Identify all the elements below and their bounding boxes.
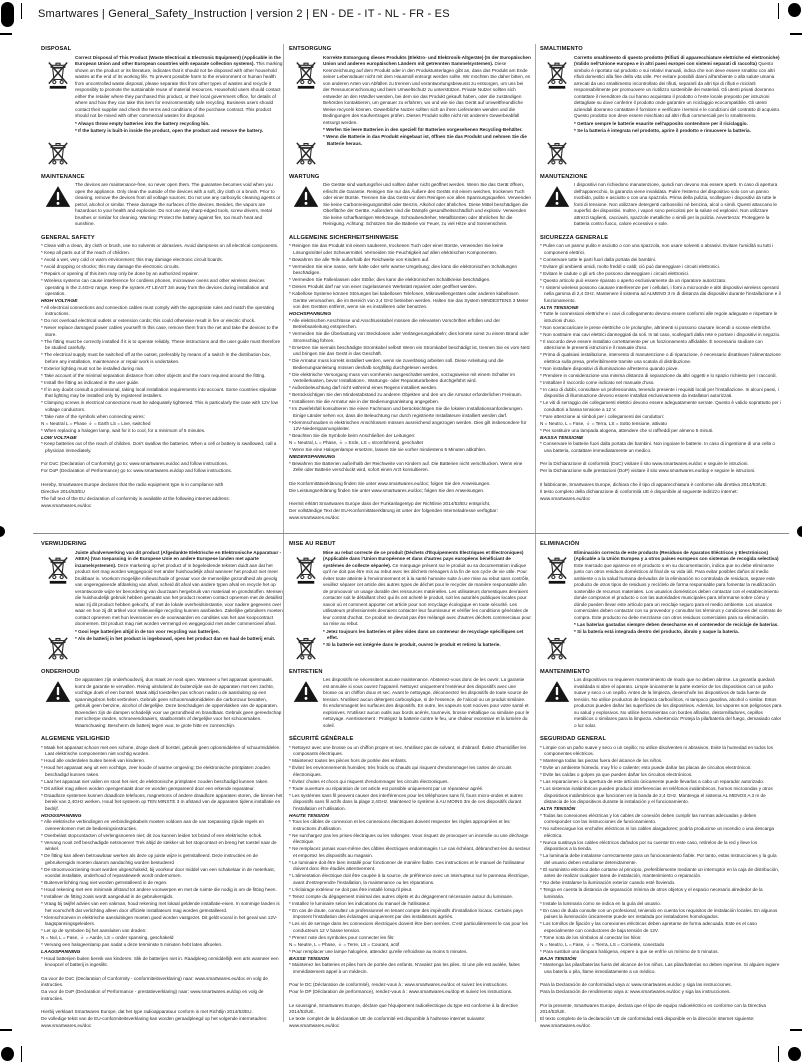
disposal-bullets: * Jetez toujours les batteries et piles vides dans un conteneur de recyclage spécifiques cet effet. * Si la batterie est intégrée dans le produit, ouvrez le produit et retirez la batterie. — [323, 628, 524, 647]
crop-mark — [778, 1046, 779, 1062]
maintenance-text: Die Geräte sind wartungsfrei und sollten daher nicht geöffnet werden. Wenn Sie das Gerät öffnen, erlischt die Garantie. Reinigen Sie nur das Äußere des Geräts mit einem weichen, trockenen Tuch oder einer Bürste. Trennen Sie das Gerät vor dem Reinigen von allen Spannungsquellen. Verwenden Sie keine Carbonreinigungsmittel oder Benzin, Alkohol oder ähnliches. Diese Mittel beschädigen die Oberfläche der Geräte. Außerdem sind die Dämpfe gesundheitsschädlich und explosiv. Verwenden Sie keine scharfkantigen Werkzeuge, Schraubendreher, Metallbürsten oder ähnliches für die Reinigung. Achtung: Schützen Sie die Batterie vor Feuer, zu viel Hitze und Sonnenschein. — [323, 182, 531, 226]
general-safety-heading: ALLGEMEINE SICHERHEITSHINWEISE — [289, 234, 399, 241]
weee-bin-icon — [295, 633, 317, 662]
language-block-es — [540, 541, 782, 1030]
crop-mark — [790, 33, 802, 35]
low-voltage-heading: BAJA TENSIÓN — [540, 956, 577, 962]
maintenance-icon-rail — [41, 182, 75, 228]
high-voltage-heading: ALTA TENSIÓN — [540, 807, 576, 812]
maintenance-section — [289, 677, 531, 729]
registration-mark — [1, 2, 14, 27]
general-safety-heading: GENERAL SAFETY — [41, 234, 95, 241]
weee-bin-icon — [295, 138, 317, 167]
weee-bin-icon — [546, 138, 568, 167]
disposal-lead: Juiste afvalverwerking van dit product (Afgedankte Elektrische en Elektronische Apparatuur - AEEA) (Van toepassing in de Europese Unie en andere Europese landen met aparte inzamelsystemen). — [75, 549, 282, 568]
declaration-lines: Le soussigné, Smartwares Europe, déclare que l'équipement radioélectrique du type est conforme à la directive 2014/53/UE. Le texte complet de la déclaration UE de conformité est disponible à l'adresse internet suivante: www.smartwares.eu/doc — [289, 1002, 518, 1028]
registration-mark — [788, 3, 801, 17]
weee-bin-icon — [295, 553, 317, 585]
maintenance-icon-rail — [289, 677, 323, 729]
crop-mark — [778, 3, 779, 19]
maintenance-heading: WARTUNG — [289, 173, 320, 180]
disposal-heading: DISPOSAL — [41, 46, 72, 52]
maintenance-heading: MANUTENZIONE — [540, 173, 588, 180]
general-safety-bullets: * Reinigen Sie das Produkt mit einem sauberen, trockenen Tuch oder einer Bürste, verwenden Sie keine Lösungsmittel oder Scheuermittel. Vermeiden Sie Feuchtigkeit auf allen elektrischen Komponenten. * Bewahren Sie alle Teile außerhalb der Reichweite von Kindern auf. * Vermeiden Sie eine nasse, sehr kalte oder sehr warme Umgebung; dies kann die elektronischen Schaltungen beschädigen. * Vermeiden Sie Fallenlassen oder Stöße; dies kann die elektronischen Schaltkreise beschädigen. * Dieses Produkt darf nur von einer zugelassenen Werkstatt repariert oder geöffnet werden. * Kabellose Systeme können Störungen bei kabellosen Telefonen, Mikrowellengeräten oder anderen kabellosen Geräte verursachen, die im Bereich von 2,4 GHz betrieben werden. Halten Sie das System MINDESTENS 3 Meter von den Geräten entfernt, wenn sie es installieren oder benutzen. — [289, 243, 529, 309]
maintenance-heading: MAINTENANCE — [41, 173, 85, 180]
disposal-body: This marking shown on the product or its literature, indicates that it should not be disposed with other household wastes at the end of its working life. To prevent possible harm to the environment or human health from uncontrolled waste disposal, please separate this from other types of wastes and recycle it responsibly to promote the sustainable reuse of material resources. Household users should contact either the retailer where they purchased this product, or their local government office, for details of where and how they can take this item for environmentally safe recycling. Business users should contact their supplier and check the terms and conditions of the purchase contract. This product should not be mixed with other commercial wastes for disposal. — [75, 61, 283, 118]
high-voltage-heading: ALTA TENSIONE — [540, 305, 579, 311]
maintenance-section — [41, 182, 283, 228]
disposal-body: Ce marquage présent sur le produit ou sa documentation indique qu'il ne doit pas être mis au rebut avec les déchets ménagers à la fin de son cycle de vie utile. Pour éviter toute atteinte à l'environnement et à la santé humaine suite à une mise au rebut sans contrôle, veuillez séparer cet article des autres types de déchet pour le recycler de manière responsable afin de promouvoir un usage durable des ressources matérielles. Les utilisateurs domestiques devraient contacter soit le détaillant chez qui ils ont acheté le produit, soit les autorités publiques locales pour savoir où et comment apporter cet article pour son recyclage écologique en toute sécurité. Les utilisateurs professionnels devraient contacter leur fournisseur et vérifier les conditions générales de leur contrat d'achat. Ce produit ne devrait pas être mélangé avec d'autres déchets commerciaux pour sa mise au rebut. — [323, 562, 531, 626]
maintenance-icon-rail — [41, 677, 75, 729]
doc-dop-lines: For DoC (Declaration of Conformity) go to: www.smartwares.eu/doc and follow instructions. For DoP (Declaration of Performance) go to: www.smartwares.eu/dop and follow instructions. — [41, 461, 233, 473]
warning-triangle-icon — [45, 185, 71, 208]
declaration-lines: Hereby, Smartwares Europe declares that the radio equipment type is in compliance with Directive 2014/53/EU The full text of the EU declaration of conformity is available at the following internet address: www.smartwares.eu/doc — [41, 481, 230, 508]
disposal-heading: ENTSORGUNG — [289, 46, 332, 52]
low-voltage-bullets: * Mantenga las pilas/baterías fuera del alcance de los niños. Las pilas/baterías no deben ingerirse. Si alguien ingiere una batería o pila, llame inmediatamente a un médico. — [540, 962, 780, 974]
language-block-it — [540, 46, 782, 503]
disposal-bullets: * Always throw empty batteries into the battery recycling bin. * If the battery is built-in inside the product, open the product and remove the battery. — [75, 120, 264, 133]
warning-triangle-icon — [45, 680, 71, 703]
weee-bin-icon — [47, 553, 69, 585]
high-voltage-bullets: * Todas las conexiones eléctricas y los cables de conexión deben cumplir las normas adecuadas y deben corresponder con las instrucciones de funcionamiento. * No sobrecargue los enchufes eléctricos ni los cables alargadores; podría producirse un incendio o una descarga eléctrica. * Nunca sustituya los cables eléctricos dañados por su cuenta! En este caso, retírelos de la red y lleve los dispositivos a la tienda. * La luminaria debe instalarse correctamente para un funcionamiento fiable. Por tanto, estas instrucciones y la guía del usuario deben estudiarse detenidamente. * El suministro eléctrico debe cortarse al principio, preferiblemente mediante un interruptor en la caja de distribución, antes de realizar cualquier tarea de instalación, mantenimiento o reparación. * No debe instalarse la iluminación exterior cuando esté lloviendo. * Tenga en cuenta la distancia de separación mínima de otros objetos y el espacio necesario alrededor de la luminaria. * Instale la luminaria como se indica en la guía del usuario. * En caso de duda consulte con un profesional, teniendo en cuenta los requisitos de instalación locales. En algunos países la iluminación únicamente puede ser instalada por instaladores homologados. * Los tornillos de fijación y las conexiones eléctricas deben apretarse de forma adecuada. Este es el caso especialmente con conductores de baja tensión de 12V. * Tome nota de los símbolos al conectar los hilos: N = Neutro, L = Fase, ⏚ = Tierra, LS = Corriente, conectado * Para sustituir una lámpara halógena, espere a que se enfríe un mínimo de 5 minutos. — [540, 812, 780, 954]
disposal-paragraph — [75, 550, 283, 628]
disposal-heading: SMALTIMENTO — [540, 46, 583, 52]
high-voltage-heading: HOOGSPANNING — [41, 813, 82, 819]
disposal-body: Diese Kennzeichnung auf dem Produkt oder in den Produktunterlagen gibt an, dass das Produkt am Ende seiner Lebensdauer nicht mit dem Hausmüll entsorgt werden sollte. Wir möchten Sie daher bitten, es von anderen Arten von Abfällen zu trennen und verantwortungsbewusst zu entsorgen, um uns bei der Ressourcenschonung und beim Umweltschutz zu unterstützen. Private Nutzer sollten sich entweder an den Händler wenden, bei dem sie das Produkt gekauft haben, oder die zuständigen Behörden kontaktieren, um genauer zu erfahren, wo und wie sie das Gerät auf umweltfreundliche Weise recyceln können. Gewerbliche Nutzer sollten sich an ihren Lieferanten wenden und die Bedingungen des Kaufvertrages prüfen. Dieses Produkt sollte nicht mit anderem Gewerbeabfall entsorgt werden. — [323, 61, 531, 125]
disposal-heading: MISE AU REBUT — [289, 541, 336, 547]
disposal-section — [540, 55, 782, 167]
language-block-fr — [289, 541, 531, 1030]
high-voltage-bullets: * Tutte le connessioni elettriche e i cavi di collegamento devono essere conformi alle regole adeguate e rispettare le istruzioni d'uso. * Non sovraccaricare le prese elettriche o le prolunghe, altrimenti si possono causare incendi o scosse elettriche. * Non sostituire mai cavi elettrici danneggiati da soli. In tal caso, scollegarli dalla rete e portare i dispositivi in negozio. * Il raccordo deve essere installato correttamente per un funzionamento affidabile. È necessario studiare con attenzione le presenti istruzioni e il manuale d'uso. * Prima di qualsiasi installazione, intervento di manutenzione o di riparazione, è necessario disattivare l'alimentazione elettrica sulla presa, preferibilmente tramite una scatola di distribuzione. * Non installare dispositivi di illuminazione all'esterno quando piove. * Prendere in considerazione una minima distanza di separazione da altri oggetti e lo spazio richiesto per i raccordi. * Installare il raccordo come indicato nel manuale d'uso. * In caso di dubbi, consultare un professionista, tenendo presente i requisiti locali per l'installazione. In alcuni paesi, i dispositivi di illuminazione devono essere installati esclusivamente da installatori autorizzati. * Le viti di serraggio dei collegamenti elettrici devono essere adeguatamente serrate. Questo è valido soprattutto per i conduttori a bassa tensione a 12 V. * Fare attenzione ai simboli per i collegamenti dei conduttori: N = Neutro, L = Fase, ⏚ = Terra, LS = Sotto tensione, attivato * Per sostituire una lampada alogena, attendere che si raffreddi per almeno 5 minuti. — [540, 311, 781, 433]
disposal-section — [41, 55, 283, 167]
warning-triangle-icon — [544, 680, 570, 703]
high-voltage-bullets: * Alle elektrische verbindingen en verbindingskabels moeten voldoen aan de van toepassing zijnde regels en overeenkomen met de bedieningsinstructies. * Overbelast stopcontacten of verlengsnoeren niet; dit zou kunnen leiden tot brand of een elektrische schok. * Vervang nooit zelf beschadigde netsnoeren! Trek altijd de stekker uit het stopcontact en breng het toestel naar de winkel. * De fitting kan alleen betrouwbaar werken als deze op juiste wijze is geïnstalleerd. Deze instructies en de gebruikersgids moeten daarom aandachtig worden bestudeerd * De stroomvoorziening moet worden uitgeschakeld, bij voorkeur door middel van een schakelaar in de meterkast, voordat installatie, onderhoud of reparatiewerk wordt ondernomen. * Buitenverlichting mag niet worden geïnstalleerd in de regen. * Houd rekening met een minimale afstand tot andere voorwerpen en met de ruimte die nodig is om de fitting heen. * Installeer de fitting zoals wordt aangeduid in de gebruikersgids. * Vraag bij twijfel advies van een vakman, houd rekening met lokaal geldende installatie-eisen. In sommige landen is het voorschrift dat verlichting alleen door officiële installateurs mag worden geïnstalleerd. * Klemschroeven in elektrische aansluitingen moeten goed worden vastgezet. Dit geldt vooral in het geval van 12V-laagspanningsgeleiders. * Let op de symbolen bij het aansluiten van draden: N = Nul, L = Fase, ⏚ = Aarde, LS = onder spanning, geschakeld * Vervang een halogeenlamp pas nadat u deze tenminste 5 minuten hebt laten afkoelen. — [41, 819, 280, 947]
disposal-icon-rail — [540, 550, 574, 662]
declaration-lines: Il fabbricante, Smartwares Europe, dichiara che il tipo di apparecchiatura è conforme alla direttiva 2014/53/UE. Il testo completo della dichiarazione di conformità UE è disponibile al seguente indirizzo internet: www.smartwares.eu/doc — [540, 481, 767, 501]
low-voltage-heading: LOW VOLTAGE — [41, 435, 77, 441]
weee-bin-icon — [47, 58, 69, 90]
disposal-lead: Correct Disposal of This Product (Waste Electrical & Electronic Equipment) (Applicable in the European Union and other European countries with separate collection systems). — [75, 54, 281, 66]
disposal-body: Deze markering op het product of in begeleidende teksten duidt aan dat het product niet mag worden weggegooid met ander huishoudelijk afval wanneer het product niet meer bruikbaar is. Voorkom mogelijke milieuschade of gevaar voor de menselijke gezondheid als gevolg van ongereguleerde afdanking van afval, scheid dit afval van andere typen afval en recycle het op verantwoorde wijze ter bevordering van duurzaam hergebruik van materiaal en grondstoffen. Mensen die huishoudelijk gebruik hebben gemaakt van het product moeten contact opnemen met de detaillist waar zij dit product hebben gekocht, of met de lokale overheidsinstantie, voor nadere gegevens over waar en hoe zij dit artikel voor milieuveilige recycling kunnen aanbieden. Zakelijke gebruikers moeten contact opnemen met hun leverancier en de voorwaarden en condities van het aan koopcontract doornemen. Dit product mag niet worden vermengd en weggegooid met ander commercieel afval. — [75, 562, 283, 626]
disposal-lead: Korrekte Entsorgung dieses Produkts (Elektro- und Elektronik-Altgeräte) (In der Europäischen Union und anderen europäischen Ländern mit getrennten Sammelsystemen). — [323, 54, 531, 66]
disposal-section — [289, 55, 531, 167]
maintenance-icon-rail — [289, 182, 323, 228]
maintenance-text: The devices are maintenance-free, so never open them. The guarantee becomes void when you open the appliance. Only clean the outside of the devices with a soft, dry cloth or a brush. Prior to cleaning, remove the devices from all voltage sources. Do not use any carboxylic cleaning agents or petrol, alcohol or similar. These damage the surfaces of the devices. Besides, the vapors are hazardous to your health and explosive. Do not use any sharp-edged tools, screw drivers, metal brushes or similar for cleaning. Warning: Protect the battery against fire, too much heat and sunshine. — [75, 182, 281, 226]
crop-mark — [0, 33, 12, 35]
weee-bin-icon — [47, 633, 69, 662]
disposal-lead: Eliminación correcta de este producto (Residuos de Aparatos Eléctricos y Electrónicos) (Aplicable a la Unión Europea y a otros países europeos con sistemas de recogida selectiva) — [574, 549, 779, 561]
maintenance-section — [540, 677, 782, 729]
language-block-nl — [41, 541, 283, 1030]
registration-mark — [0, 526, 5, 537]
disposal-lead: Mise au rebut correcte de ce produit (Déchets d'Équipements Électriques et Électroniques) (Applicable dans l'Union Européenne et dans d'autres pays européens bénéficiant de systèmes de collecte séparée). — [323, 549, 524, 568]
high-voltage-bullets: * All electrical connections and connection cables must comply with the appropriate rules and match the operating instructions. * Do not overload electrical outlets or extension cords; this could otherwise result in fire or electric shock. * Never replace damaged power cables yourself! In this case, remove them from the net and take the devices to the store. * The fitting must be correctly installed if it is to operate reliably. These instructions and the user guide must therefore be studied carefully. * The electrical supply must be switched off at the outset, preferably by means of a switch in the distribution box, before any installation, maintenance or repair work is undertaken. * Exterior lighting must not be installed during rain. * Take account of the minimal separation distance from other objects and the room required around the fitting. * Install the fitting as indicated in the user guide. * If in any doubt consult a professional, taking local installation requirements into account. Some countries stipulate that lighting may be installed only by registered installers. * Clamping screws in electrical connections must be adequately tightened. This is particularly the case with 12V low voltage conductors. * Take note of the symbols when connecting wires: N = Neutral L = Phase ⏚ = Earth LS = Live, switched * When replacing a halogen lamp, wait for it to cool, for a minimum of 5 minutes. — [41, 304, 281, 433]
row-divider — [33, 533, 789, 534]
disposal-bullets: * Gettare sempre le batterie esaurite nell'apposito contenitore per il riciclaggio. * Se la batteria è integrata nel prodotto, aprire il prodotto e rimuovere la batteria. — [574, 120, 751, 133]
general-safety-heading: SÉCURITÉ GÉNÉRALE — [289, 736, 354, 742]
maintenance-text: Les dispositifs ne nécessitent aucune maintenance. Abstenez-vous donc de les ouvrir. La garantie est annulée si vous ouvrez l'appareil. Nettoyez uniquement l'extérieur des dispositifs avec une brosse ou un chiffon doux et sec. Avant le nettoyage, déconnectez les dispositifs de toute source de tension. N'utilisez aucun détergent carboxylique, ni de l'essence, de l'alcool ou un produit similaire. Ils endommagent les surfaces des dispositifs. En outre, les vapeurs sont nocives pour votre santé et explosives. N'utilisez aucun outils aux bords acérés, tournevis, brosse métallique ou similaire pour le nettoyage. Avertissement : Protégez la batterie contre le feu, une chaleur excessive et la lumière du soleil. — [323, 677, 530, 728]
weee-bin-icon — [47, 138, 69, 167]
low-voltage-bullets: * Maintenez les batteries et piles hors de portée des enfants. N'avalez pas les piles. Si une pile est avalée, faites immédiatement appel à un médecin. — [289, 962, 520, 974]
maintenance-heading: ONDERHOUD — [41, 668, 80, 675]
maintenance-section — [540, 182, 782, 228]
maintenance-text: Los dispositivos no requieren mantenimiento de modo que no deben abrirse. La garantía quedará invalidada si abre el aparato. Limpie únicamente la parte exterior de los dispositivos con un paño suave y seco o un cepillo. Antes de la limpieza, desenchufe los dispositivos de toda fuente de tensión. No utilice productos de limpieza carboxílicos, ni tampoco gasolina, alcohol o similar. Estos productos pueden dañar las superficies de los dispositivos. Además, los vapores son peligrosos para su salud y explosivos. No utilice herramientas con bordes afilados, destornilladores, cepillos metálicos o similares para la limpieza. Advertencia: Proteja la pila/batería del fuego, demasiado calor o luz solar. — [574, 677, 782, 728]
warning-triangle-icon — [293, 680, 319, 703]
declaration-lines: Hierbij verklaart Smartwares Europe, dat het type radioapparatuur conform is met Richtlijn 2014/53/EU. De volledige tekst van de EU-conformiteitsverklaring kan worden geraadpleegd op het volgende internetadres: www.smartwares.eu/doc — [41, 1009, 268, 1028]
maintenance-icon-rail — [540, 677, 574, 729]
maintenance-section — [41, 677, 283, 729]
crop-mark — [21, 3, 22, 19]
disposal-body: Questo simbolo è riportato sul prodotto o sui relativi manuali, indica che non deve essere smaltito con altri rifiuti domestici alla fine della vita utile. Per evitare possibili danni all'ambiente o alla salute umana arrecati da uno smaltimento incontrollato dei rifiuti, separarli da altri tipi di rifiuti e riciclarli responsabilmente per promuovere un riutilizzo sostenibile dei materiali. Gli utenti privati dovranno contattare il rivenditore da cui hanno acquistato il prodotto o l'ente locale preposto per istruzioni dettagliate su dove conferire il prodotto onde garantire un riciclaggio ecocompatibile. Gli utenti aziendali dovranno contattare il fornitore e verificare i termini e le condizioni del contratto di acquisto. Questo prodotto non deve essere mischiato ad altri rifiuti commerciali per lo smaltimento. — [574, 61, 781, 118]
high-voltage-heading: HAUTE TENSION — [289, 813, 329, 819]
high-voltage-bullets: * Tous les câbles de connexion et les connexions électriques doivent respecter les règles appropriées et les instructions d'utilisation. * Ne surchargez pas les prises électriques ou les rallonges. Vous risquez de provoquer un incendie ou une décharge électrique. * Ne remplacez jamais vous-même des câbles électriques endommagés ! Le cas échéant, débranchez-les du secteur et emportez les dispositifs au magasin. * Le luminaire doit être bien installé pour fonctionner de manière fiable. Ces instructions et le manuel de l'utilisateur doivent donc être étudiés attentivement. * L'alimentation électrique doit être coupée à la source, de préférence avec un interrupteur sur le panneau électrique, avant d'entreprendre l'installation, la maintenance ou les réparations. * L'éclairage extérieur ne doit pas être installé lorsqu'il pleut. * Tenez compte du dégagement minimal des autres objets et du dégagement nécessaire autour du luminaire. * Installez le luminaire selon les indications du manuel de l'utilisateur. * En cas de doute, consultez un professionnel en tenant compte des impératifs d'installation locaux. Certains pays imposent l'installation des éclairages uniquement par des installateurs agréés. * Les vis de serrage dans les connexions électriques doivent être bien serrées. C'est particulièrement le cas pour les conducteurs 12 V basse tension. * Prenez note des symboles pour connecter les fils: N = Neutre, L = Phase, ⏚ = Terre, LS = Courant, actif * Pour remplacer une lampe halogène, attendez qu'elle refroidisse au moins 5 minutes. — [289, 819, 531, 954]
disposal-heading: VERWIJDERING — [41, 541, 87, 547]
maintenance-text: De apparaten zijn onderhoudsvrij, dus maak ze nooit open. Wanneer u het apparaat openmaakt, komt de garantie te vervallen. Reinig uitsluitend de buitenzijde van de apparaten met een zachte, vochtige doek of een borstel. Maak altijd toestellen pas schoon nadat u de aansluiting op een spanningsbron hebt verbroken. Gebruik geen schoonmaakmiddelen die carbonzuur bevatten, gebruik geen benzine, alcohol of dergelijke. Deze beschadigen de oppervlakken van de apparaten. Bovendien zijn de dampen schadelijk voor uw gezondheid en brandbaar. Gebruik geen gereedschap met scherpe randen, schroevendraaiers, staalborstels of dergelijke voor het schoonmaken. Waarschuwing: Bescherm de batterij tegen vuur, te grote hitte en zonneschijn. — [75, 677, 282, 728]
disposal-paragraph — [574, 55, 782, 120]
disposal-section — [540, 550, 782, 662]
disposal-body: Este marcado que aparece en el producto o en su documentación, indica que no debe eliminarse junto con otros residuos domésticos al final de su vida útil. Para evitar posibles daños al medio ambiente o a la salud humana derivados de la eliminación no controlada de residuos, separe este producto de otros tipos de residuos y recíclelo de forma responsable para fomentar la reutilización sostenible de recursos materiales. Los usuarios domésticos deben contactar con el establecimiento donde compraron el producto o con las autoridades municipales para informarse sobre cómo y dónde pueden llevar este artículo para un reciclaje seguro para el medio ambiente. Los usuarios comerciales deben contactar con su proveedor y consultar los términos y condiciones del contrato de compra. Este producto no debe mezclarse con otros residuos comerciales para su eliminación. — [574, 562, 782, 620]
disposal-icon-rail — [540, 55, 574, 167]
disposal-paragraph — [323, 550, 531, 628]
disposal-paragraph — [323, 55, 531, 127]
weee-bin-icon — [546, 633, 568, 662]
doc-dop-lines: Pour le DC (Déclaration de conformité), rendez-vous à : www.smartwares.eu/doc et suivez les instructions. Pour le DP (Déclaration de performance), rendez-vous à : www.smartwares.eu/dop et suivez les instructions. — [289, 982, 513, 994]
weee-bin-icon — [546, 58, 568, 90]
doc-dop-lines: Per la Dichiarazione di conformità (DoC) visitare il sito www.smartwares.eu/doc e seguire le istruzioni. Per la Dichiarazione sulle prestazioni (DoP) visitare il sito www.smartwares.eu/dop e seguire le istruzioni. — [540, 461, 756, 473]
low-voltage-heading: BASSA TENSIONE — [540, 435, 584, 441]
disposal-bullets: * Werfen Sie leere Batterien in den speziell für Batterien vorgesehenen Recycling-Behälter. * Wenn die Batterie in das Produkt eingebaut ist, öffnen Sie das Produkt und nehmen Sie die Batterie heraus. — [323, 127, 527, 146]
doc-dop-lines: Ga voor de DoC (Declaration of Conformity - conformiteitsverklaring) naar: www.smartwares.eu/doc en volg de instructies. Ga voor de DoP (Declaration of Performance - prestatieverklaring) naar: www.smartwares.eu/dop en volg de instructies. — [41, 975, 268, 1001]
crop-mark — [790, 1029, 802, 1031]
general-safety-heading: SICUREZZA GENERALE — [540, 234, 609, 241]
disposal-paragraph — [574, 550, 782, 622]
declaration-lines: Por la presente, Smartwares Europe, declara que el tipo de equipo radioeléctrico es conforme con la Directiva 2014/53/UE. El texto completo de la declaración UE de conformidad está disponible en la dirección internet siguiente: www.smartwares.eu/doc — [540, 1002, 766, 1028]
maintenance-heading: ENTRETIEN — [289, 668, 323, 675]
registration-mark — [788, 1047, 801, 1061]
warning-triangle-icon — [293, 185, 319, 208]
general-safety-heading: SEGURIDAD GENERAL — [540, 736, 607, 742]
disposal-section — [41, 550, 283, 662]
high-voltage-heading: HOCHSPANNUNG — [289, 312, 332, 317]
general-safety-bullets: * Maak het apparaat schoon met een schone, droge doek of borstel, gebruik geen oplosmiddelen of schuurmiddelen. Laat elektrische componenten niet vochtig worden. * Houd alle onderdelen buiten bereik van kinderen. * Houd het apparaat weg uit een vochtige, zeer koude of warme omgeving; De elektronische printplaten zouden beschadigd kunnen raken. * Laat het apparaat niet vallen en stoot het niet; de elektronische printplaten zouden beschadigd kunnen raken. * Dit artikel mag alleen worden opengemaakt door en worden gerepareerd door een erkende reparateur. * Draadloze systemen kunnen draadloze telefoons, magnetrons of andere draadloze apparaten storen, die binnen het bereik van 2,4GHz werken. Houd het systeem op TEN MINSTE 3 m afstand van de apparaten tijdens installatie en bedrijf. — [41, 744, 283, 811]
maintenance-text: I dispositivi non richiedono manutenzione, quindi non devono mai essere aperti. In caso di apertura dell'apparecchio, la garanzia viene invalidata. Pulire l'esterno del dispositivo solo con un panno morbido, pulito e asciutto o con una spazzola. Prima della pulizia, scollegare i dispositivi da tutte le fonti di tensione. Non utilizzare detergenti carbossilici né benzina, alcol o simili. Questi attaccano le superfici dei dispositivi. Inoltre, i vapori sono pericolosi per la salute ed esplosivi. Non utilizzare attrezzi taglienti, cacciaviti, spazzole metalliche o simili per la pulizia. Avvertenza: Proteggere la batteria contro fuoco, calore eccessivo e sole. — [574, 182, 778, 226]
maintenance-heading: MANTENIMIENTO — [540, 668, 590, 675]
general-safety-bullets: * Limpie con un paño suave y seco o un cepillo; no utilice disolventes ni abrasivos. Evite la humedad en todos los componentes eléctricos. * Mantenga todas las piezas fuera del alcance de los niños. * Evite un ambiente húmedo, muy frío o caliente; esto puede dañar las placas de circuitos electrónicos. * Evite las caídas o golpes ya que pueden dañar los circuitos electrónicos. * Las reparaciones o la apertura de este artículo únicamente puede llevarlas a cabo un reparador autorizado. * Los sistemas inalámbricos pueden producir interferencias en teléfonos inalámbricos, hornos microondas y otros dispositivos inalámbricos que funcionen en la banda de 2,4 GHz. Mantenga el sistema AL MENOS A 3 m de distancia de los dispositivos durante la instalación y el funcionamiento. — [540, 744, 773, 804]
crop-mark — [0, 1029, 12, 1031]
low-voltage-bullets: * Houd batterijen buiten bereik van kinderen. Slik de batterijen niet in. Raadpleeg onmiddellijk een arts wanneer een knoopcel of batterij is ingeslikt. — [41, 955, 279, 967]
disposal-icon-rail — [289, 550, 323, 662]
disposal-lead: Corretto smaltimento di questo prodotto (Rifiuti di apparecchiature elettriche ed elettroniche) (Valido nell'Unione europea e in altri paesi europei con sistemi separati di raccolta) — [574, 54, 780, 66]
disposal-icon-rail — [289, 55, 323, 167]
high-voltage-heading: HIGH VOLTAGE — [41, 299, 78, 304]
registration-mark — [1, 1047, 14, 1061]
warning-triangle-icon — [544, 185, 570, 208]
disposal-bullets: * Las baterías gastadas siempre deben desecharse en el contenedor de reciclaje de baterías. * Si la batería está integrada dentro del producto, ábralo y saque la batería. — [574, 622, 779, 634]
low-voltage-bullets: * Conservare le batterie fuori dalla portata dei bambini. Non ingoiare le batterie. In caso di ingestione di una cella o una batteria, contattare immediatamente un medico. — [540, 441, 776, 453]
doc-dop-lines: Die Konformitätserklärung finden Sie unter www.smartwares.eu/doc; folgen Sie den Anweisungen. Die Leistungserklärung finden Sie unter www.smartwares.eu/doc; folgen Sie den Anweisungen. — [289, 480, 491, 493]
general-safety-heading: ALGEMENE VEILIGHEID — [41, 736, 110, 742]
disposal-icon-rail — [41, 55, 75, 167]
disposal-icon-rail — [41, 550, 75, 662]
general-safety-bullets: * Nettoyez avec une brosse ou un chiffon propre et sec. N'utilisez pas de solvant, ni d'abrasif. Évitez d'humidifier les composants électriques. * Maintenez toutes les pièces hors de portée des enfants. * Évitez les environnements humides, très froids ou chauds qui risquent d'endommager les cartes de circuits électroniques. * Évitez chutes et chocs qui risquent d'endommager les circuits électroniques. * Toute ouverture ou réparation de cet article est possible uniquement par un réparateur agréé. * Les systèmes sans fil peuvent causer des interférences pour les téléphones sans fil, fours micro-ondes et autres dispositifs sans fil actifs dans la plage 2,4GHz. Maintenez le système à AU MOINS 3m de ces dispositifs durant l'installation et l'utilisation. — [289, 744, 527, 811]
weee-bin-icon — [546, 553, 568, 585]
low-voltage-bullets: * Keep batteries out of the reach of children. Don't swallow the batteries. When a cell or battery is swallowed, call a physician immediately. — [41, 441, 277, 453]
general-safety-bullets: * Pulire con un panno pulito e asciutto o con una spazzola, non usare solventi o abrasivi. Evitare l'umidità su tutti i componenti elettrici. * Conservare tutte le parti fuori dalla portata dei bambini. * Evitare gli ambienti umidi, molto freddi o caldi; ciò può danneggiare i circuiti elettronici. * Evitare le cadute o gli urti che possono danneggiare i circuiti elettronici. * Questo articolo può essere riparato o aperto esclusivamente da un riparatore autorizzato. * I sistemi wireless possono causare interferenze per i cellulari, i forni a microonde e altri dispositivi wireless operanti nella gamma di 2,4 GHz. Mantenere il sistema ad ALMENO 3 m di distanza dai dispositivi durante l'installazione e il funzionamento. — [540, 243, 781, 303]
general-safety-bullets: * Clean with a clean, dry cloth or brush, use no solvents or abrasives. Avoid dampness on all electrical components. * Keep all parts out of the reach of children. * Avoid a wet, very cold or warm environment; this may damage electronic circuit boards. * Avoid dropping or shocks; this may damage the electronic circuits. * Repairs or opening of this item may only be done by an authorized repairer. * Wireless systems can cause interference for cordless phones, microwave ovens and other wireless devices operating in the 2.4GHz range. Keep the system AT LEAST 3m away from the devices during installation and operation. — [41, 243, 279, 296]
disposal-section — [289, 550, 531, 662]
crop-mark — [21, 1046, 22, 1062]
maintenance-icon-rail — [540, 182, 574, 228]
language-block-de — [289, 46, 531, 522]
low-voltage-heading: LAAGSPANNING — [41, 950, 81, 955]
weee-bin-icon — [295, 58, 317, 90]
disposal-heading: ELIMINACIÓN — [540, 541, 580, 547]
high-voltage-bullets: * Alle elektrischen Anschlüsse und Anschlusskabel müssen die relevanten Vorschriften erfüllen und der Betriebsanleitung entsprechen. * Vermeiden Sie die Überlastung von Steckdosen oder Verlängerungskabeln; dies könnte sonst zu einem Brand oder Stromschlag führen. * Ersetzen Sie niemals beschädigte Stromkabel selbst! Wenn ein Stromkabel beschädigt ist, trennen Sie es vom Netz und bringen Sie das Gerät in das Geschäft. * Die Armatur muss korrekt installiert werden, wenn sie zuverlässig arbeiten soll. Diese Anleitung und die Bedienungsanleitung müssen deshalb sorgfältig durchgelesen werden. * Die elektrische Versorgung muss von vornherein ausgeschaltet werden, vorzugsweise mit einem Schalter im Verteilerkasten, bevor Installations-, Wartungs- oder Reparaturarbeiten durchgeführt wird. * Außenbeleuchtung darf nicht während eines Regens installiert werden. * Berücksichtigen Sie den Mindestabstand zu anderen Objekten und den um die Armatur erforderlichen Freiraum. * Installieren Sie die Armatur wie in der Bedienungsanleitung angegeben. * Im Zweifelsfall konsultieren Sie einen Fachmann und berücksichtigen Sie die lokalen Installationsanforderungen. Einige Länder sehen vor, dass die Beleuchtung nur durch registrierte Installateure installiert werden darf. * Klemmschrauben in elektrischen Anschlüssen müssen ausreichend angezogen werden. Dies gilt insbesondere für 12V-Niederspannungsleiter. * Beachten Sie die Symbole beim Anschließen der Leitungen: N = Neutral, L = Phase, ⏚ = Erde, LS = stromführend, geschaltet * Wenn Sie eine Halogenlampe ersetzen, lassen Sie sie vorher mindestens 5 Minuten abkühlen. — [289, 317, 531, 452]
maintenance-section — [289, 182, 531, 228]
disposal-paragraph — [75, 55, 283, 120]
declaration-lines: Hiermit erklärt Smartwares Europe dass der Funkanlagentyp der Richtlinie 2014/53/EU entspricht. Der vollständige Text der EU-Konformitätserklärung ist unter der folgenden Internetadresse verfügbar: www.smartwares.eu/doc — [289, 501, 498, 520]
low-voltage-bullets: * Bewahren Sie Batterien außerhalb der Reichweite von Kindern auf. Die Batterien nicht verschlucken. Wenn eine Zelle oder Batterie verschluckt wird, sofort einen Arzt konsultieren. — [289, 460, 523, 472]
low-voltage-heading: BASSE TENSION — [289, 956, 329, 962]
document-title: Smartwares | General_Safety_Instruction | version 2 | EN - DE - IT - NL - FR - ES — [38, 8, 450, 20]
low-voltage-heading: NIEDERSPANNUNG — [289, 455, 336, 460]
registration-mark — [797, 526, 802, 537]
doc-dop-lines: Para la Declaración de conformidad vaya a: www.smartwares.eu/doc y siga las instrucciones. Para la Declaración de rendimiento vaya a: www.smartwares.eu/doc y siga las instrucciones. — [540, 982, 732, 994]
disposal-bullets: * Gooi lege batterijen altijd in de ton voor recycling van batterijen. * Als de batterij in het product is ingebouwd, open het product dan en haal de batterij eruit. — [75, 628, 276, 641]
language-block-en — [41, 46, 283, 510]
